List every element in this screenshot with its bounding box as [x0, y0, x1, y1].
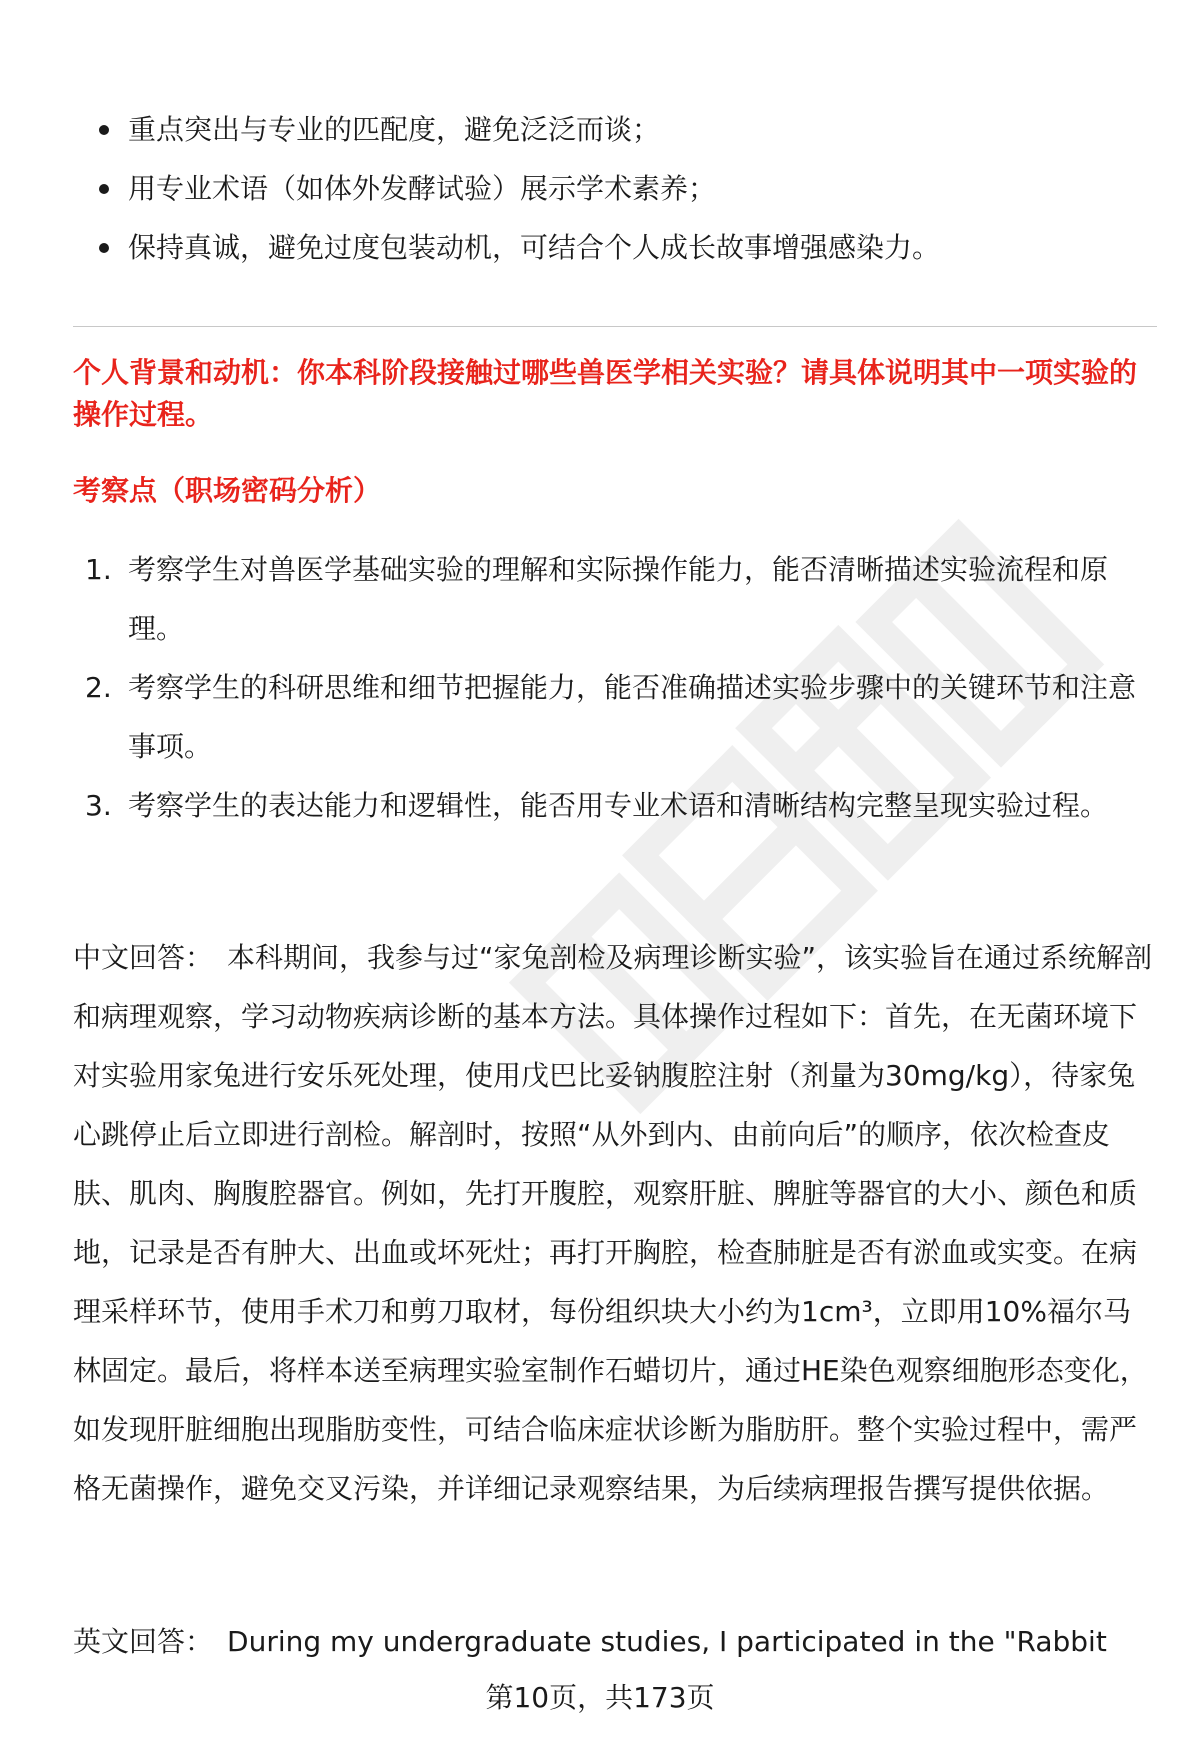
bullet-dot-icon — [99, 243, 109, 253]
document-page — [73, 0, 1157, 1755]
list-item: 3. 考察学生的表达能力和逻辑性，能否用专业术语和清晰结构完整呈现实验过程。 — [73, 776, 1157, 835]
english-answer-label: 英文回答： — [73, 1625, 214, 1658]
list-number: 2. — [85, 671, 112, 704]
section-divider — [73, 326, 1157, 327]
chinese-answer-label: 中文回答： — [73, 941, 214, 974]
english-answer-text: During my undergraduate studies, I participated in the "Rabbit — [227, 1625, 1107, 1658]
question-heading: 个人背景和动机：你本科阶段接触过哪些兽医学相关实验？请具体说明其中一项实验的操作过程。 — [73, 356, 1138, 431]
list-number: 1. — [85, 553, 112, 586]
list-item: 1. 考察学生对兽医学基础实验的理解和实际操作能力，能否清晰描述实验流程和原理。 — [73, 540, 1157, 658]
chinese-answer — [73, 928, 1157, 1518]
list-item: 保持真诚，避免过度包装动机，可结合个人成长故事增强感染力。 — [73, 218, 1157, 277]
list-item: 用专业术语（如体外发酵试验）展示学术素养； — [73, 159, 1157, 218]
list-item: 2. 考察学生的科研思维和细节把握能力，能否准确描述实验步骤中的关键环节和注意事项。 — [73, 658, 1157, 776]
english-answer — [73, 1612, 1157, 1671]
bullet-dot-icon — [99, 125, 109, 135]
bullet-dot-icon — [99, 184, 109, 194]
page-number-footer: 第10页，共173页 — [485, 1681, 715, 1714]
list-item: 重点突出与专业的匹配度，避免泛泛而谈； — [73, 100, 1157, 159]
tips-bullet-list — [73, 100, 1157, 277]
exam-points-list — [73, 540, 1157, 835]
exam-points-title: 考察点（职场密码分析） — [73, 474, 382, 507]
list-number: 3. — [85, 789, 112, 822]
chinese-answer-text: 本科期间，我参与过“家兔剖检及病理诊断实验”，该实验旨在通过系统解剖和病理观察，学习动物疾病诊断的基本方法。具体操作过程如下：首先，在无菌环境下对实验用家兔进行安乐死处理，使用戊巴比妥钠腹腔注射（剂量为30mg/kg），待家兔心跳停止后立即进行剖检。解剖时，按照“从外到内、由前向后”的顺序，依次检查皮肤、肌肉、胸腹腔器官。例如，先打开腹腔，观察肝脏、脾脏等器官的大小、颜色和质地，记录是否有肿大、出血或坏死灶；再打开胸腔，检查肺脏是否有淤血或实变。在病理采样环节，使用手术刀和剪刀取材，每份组织块大小约为1cm³，立即用10%福尔马林固定。最后，将样本送至病理实验室制作石蜡切片，通过HE染色观察细胞形态变化，如发现肝脏细胞出现脂肪变性，可结合临床症状诊断为脂肪肝。整个实验过程中，需严格无菌操作，避免交叉污染，并详细记录观察结果，为后续病理报告撰写提供依据。 — [73, 941, 1153, 1505]
